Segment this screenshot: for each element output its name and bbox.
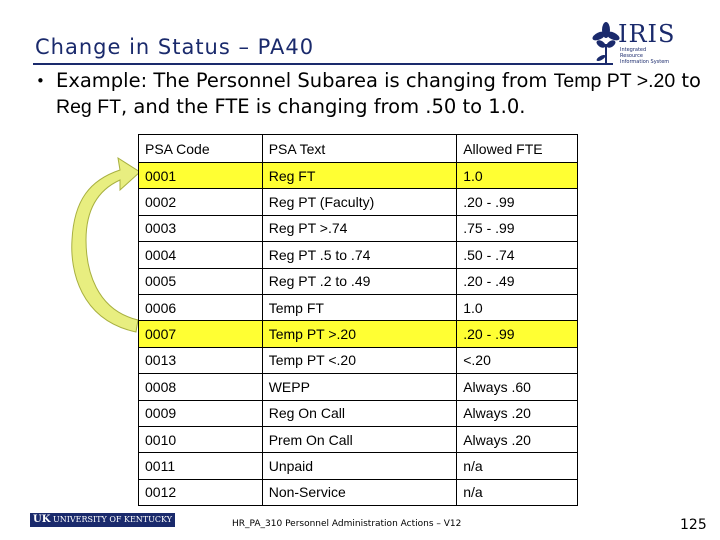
logo-subtitle: Integrated Resource Information System — [620, 47, 670, 65]
cell-allowed-fte: n/a — [457, 479, 578, 505]
bullet-to-value: Reg FT — [56, 96, 122, 118]
cell-psa-text: Temp PT <.20 — [262, 347, 457, 373]
iris-logo — [592, 20, 676, 68]
table-row — [139, 453, 578, 479]
curved-arrow-icon — [70, 150, 140, 350]
table-header-row — [139, 135, 578, 163]
cell-psa-code: 0012 — [139, 479, 263, 505]
cell-allowed-fte: .20 - .49 — [457, 268, 578, 294]
table-row — [139, 426, 578, 452]
cell-allowed-fte: Always .20 — [457, 426, 578, 452]
cell-allowed-fte: 1.0 — [457, 163, 578, 189]
cell-psa-text: WEPP — [262, 374, 457, 400]
table-row — [139, 294, 578, 320]
header-psa-code: PSA Code — [139, 135, 263, 163]
cell-psa-text: Non-Service — [262, 479, 457, 505]
table-row — [139, 215, 578, 241]
cell-psa-code: 0005 — [139, 268, 263, 294]
cell-allowed-fte: Always .20 — [457, 400, 578, 426]
table-row — [139, 374, 578, 400]
cell-psa-code: 0007 — [139, 321, 263, 347]
bullet-icon: • — [36, 72, 45, 90]
cell-psa-text: Reg PT (Faculty) — [262, 189, 457, 215]
footer-course-title: HR_PA_310 Personnel Administration Actions – V12 — [232, 519, 462, 529]
title-underline — [33, 63, 613, 65]
cell-allowed-fte: Always .60 — [457, 374, 578, 400]
table-row — [139, 189, 578, 215]
cell-psa-code: 0008 — [139, 374, 263, 400]
cell-psa-text: Unpaid — [262, 453, 457, 479]
logo-wordmark: IRIS — [618, 20, 676, 48]
table-row — [139, 400, 578, 426]
cell-psa-code: 0011 — [139, 453, 263, 479]
cell-psa-code: 0009 — [139, 400, 263, 426]
header-psa-text: PSA Text — [262, 135, 457, 163]
cell-psa-code: 0004 — [139, 242, 263, 268]
flower-icon — [592, 20, 620, 66]
cell-psa-text: Reg PT >.74 — [262, 215, 457, 241]
cell-psa-text: Temp FT — [262, 294, 457, 320]
cell-psa-code: 0013 — [139, 347, 263, 373]
table-row — [139, 321, 578, 347]
cell-psa-code: 0002 — [139, 189, 263, 215]
bullet-part2: to — [675, 69, 701, 92]
cell-psa-code: 0006 — [139, 294, 263, 320]
cell-psa-text: Reg PT .2 to .49 — [262, 268, 457, 294]
cell-allowed-fte: .75 - .99 — [457, 215, 578, 241]
cell-allowed-fte: .50 - .74 — [457, 242, 578, 268]
table-row — [139, 242, 578, 268]
cell-psa-text: Prem On Call — [262, 426, 457, 452]
cell-psa-code: 0010 — [139, 426, 263, 452]
cell-psa-text: Reg On Call — [262, 400, 457, 426]
cell-psa-code: 0001 — [139, 163, 263, 189]
cell-allowed-fte: <.20 — [457, 347, 578, 373]
cell-psa-text: Reg PT .5 to .74 — [262, 242, 457, 268]
cell-allowed-fte: n/a — [457, 453, 578, 479]
bullet-part3: , and the FTE is changing from .50 to 1.0. — [121, 95, 526, 118]
cell-allowed-fte: .20 - .99 — [457, 321, 578, 347]
university-name: UNIVERSITY OF KENTUCKY — [52, 515, 173, 524]
cell-psa-code: 0003 — [139, 215, 263, 241]
bullet-from-value: Temp PT >.20 — [553, 70, 676, 92]
bullet-part1: Example: The Personnel Subarea is changing from — [56, 69, 554, 92]
uk-logo-mark: UK — [33, 514, 51, 525]
page-number: 125 — [680, 517, 707, 533]
cell-psa-text: Temp PT >.20 — [262, 321, 457, 347]
psa-table — [138, 134, 578, 506]
slide-title: Change in Status – PA40 — [35, 35, 315, 59]
table-row — [139, 163, 578, 189]
cell-psa-text: Reg FT — [262, 163, 457, 189]
table-row — [139, 268, 578, 294]
table-row — [139, 347, 578, 373]
header-allowed-fte: Allowed FTE — [457, 135, 578, 163]
university-logo — [30, 513, 175, 527]
cell-allowed-fte: 1.0 — [457, 294, 578, 320]
cell-allowed-fte: .20 - .99 — [457, 189, 578, 215]
bullet-text — [56, 68, 706, 120]
table-row — [139, 479, 578, 505]
